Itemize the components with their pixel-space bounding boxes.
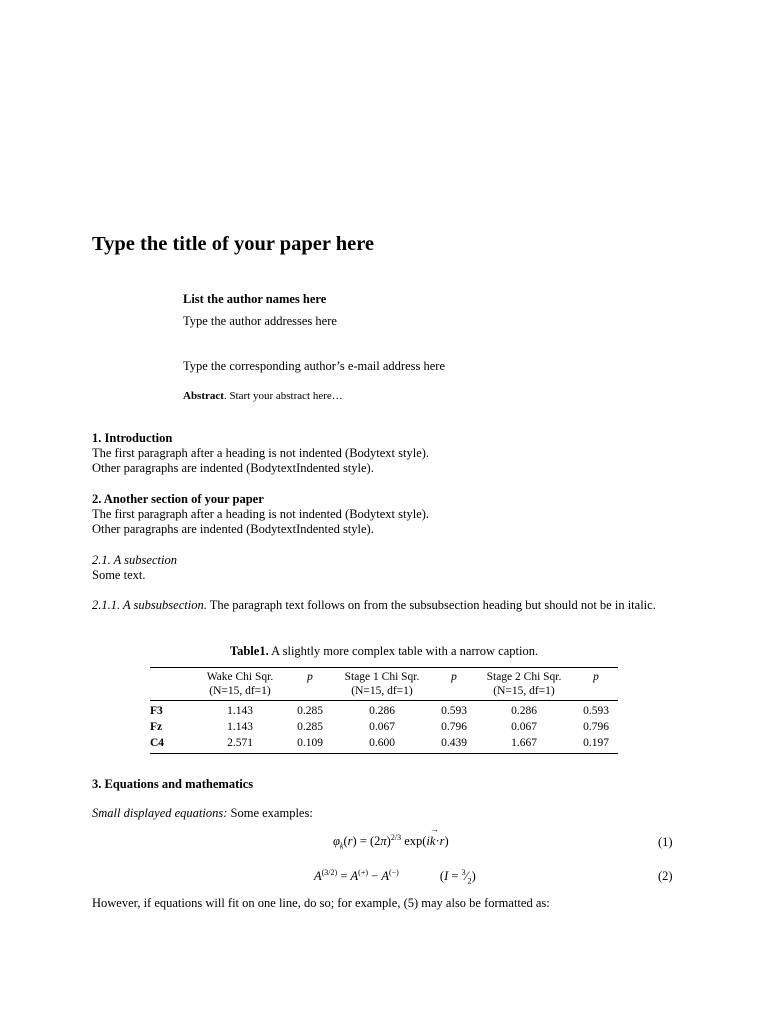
section3-intro-text: Some examples: (227, 806, 313, 820)
table-header-cell (150, 668, 190, 685)
section3-closing: However, if equations will fit on one line, do so; for example, (5) may also be formatted as: (92, 896, 550, 910)
table-cell: 1.143 (227, 721, 253, 733)
abstract-label: Abstract (183, 390, 224, 402)
equation-1-number: (1) (658, 835, 673, 849)
section3-intro-italic: Small displayed equations: (92, 806, 228, 820)
table-header-cell: p (307, 671, 313, 683)
table-cell: 0.285 (297, 705, 323, 717)
table-header-subrow (150, 684, 618, 701)
table-header-sub: (N=15, df=1) (474, 684, 574, 701)
table-header-cell: Stage 2 Chi Sqr. (486, 671, 562, 683)
table-header-cell: Wake Chi Sqr. (206, 671, 274, 683)
subsection-heading: 2.1. A subsection (92, 553, 177, 567)
subsubsection-text: The paragraph text follows on from the subsubsection heading but should not be in italic. (206, 598, 656, 612)
table-header-sub (150, 684, 190, 701)
table-header-cell: p (451, 671, 457, 683)
table-caption (0, 644, 768, 659)
table-row (150, 701, 618, 720)
section3-intro (92, 806, 313, 821)
table-cell: 0.593 (441, 705, 467, 717)
table-header-cell: p (593, 671, 599, 683)
table-row-label: F3 (150, 705, 163, 717)
author-names: List the author names here (183, 292, 327, 306)
author-addresses: Type the author addresses here (183, 314, 337, 328)
table-cell: 0.285 (297, 721, 323, 733)
table-cell: 0.593 (583, 705, 609, 717)
equation-2: $A^{(3/2)} = A^{(+)} - A^{(-)}$ $(I = ^3⁄_2)$ (314, 868, 476, 886)
table-cell: 0.109 (290, 735, 330, 754)
results-table (150, 667, 618, 754)
paper-title: Type the title of your paper here (92, 233, 375, 255)
equation-2-number: (2) (658, 869, 673, 883)
section2-line1: The first paragraph after a heading is not indented (Bodytext style). (92, 507, 430, 521)
section2-line2: Other paragraphs are indented (BodytextIndented style). (92, 522, 374, 536)
table-caption-text: A slightly more complex table with a narrow caption. (268, 644, 539, 658)
table-row (150, 735, 618, 754)
table-header-sub (434, 684, 474, 701)
table-cell: 0.067 (511, 721, 537, 733)
section2-heading: 2. Another section of your paper (92, 492, 264, 506)
subsection-text: Some text. (92, 568, 146, 582)
table-cell: 1.667 (474, 735, 574, 754)
table-cell: 0.286 (511, 705, 537, 717)
table-cell: 0.600 (330, 735, 434, 754)
table-cell: 2.571 (190, 735, 290, 754)
equation-1: $\varphi_k(r) = (2\pi)^{2/3}$ exp(ik → ·r) (333, 824, 449, 851)
table-row (150, 719, 618, 735)
table-cell: 0.796 (441, 721, 467, 733)
section1-line1: The first paragraph after a heading is not indented (Bodytext style). (92, 446, 430, 460)
table-cell: 0.796 (583, 721, 609, 733)
abstract (183, 390, 343, 402)
table-row-label: Fz (150, 721, 163, 733)
table-cell: 0.439 (434, 735, 474, 754)
table-row-label: C4 (150, 735, 190, 754)
table-cell: 1.143 (227, 705, 253, 717)
table-cell: 0.197 (574, 735, 618, 754)
corresponding-email: Type the corresponding author’s e-mail address here (183, 359, 445, 373)
subsubsection-paragraph (92, 597, 682, 614)
table-header-row (150, 668, 618, 685)
table-header-sub: (N=15, df=1) (330, 684, 434, 701)
table-header-cell: Stage 1 Chi Sqr. (344, 671, 420, 683)
abstract-text: . Start your abstract here… (223, 390, 343, 402)
table-header-sub (574, 684, 618, 701)
section1-heading: 1. Introduction (92, 431, 173, 445)
table-cell: 0.067 (369, 721, 395, 733)
table-cell: 0.286 (369, 705, 395, 717)
section1-line2: Other paragraphs are indented (BodytextIndented style). (92, 461, 374, 475)
subsubsection-heading: 2.1.1. A subsubsection. (92, 598, 207, 612)
table-header-sub (290, 684, 330, 701)
table-header-sub: (N=15, df=1) (190, 684, 290, 701)
section3-heading: 3. Equations and mathematics (92, 777, 254, 791)
table-caption-label: Table1. (229, 644, 269, 658)
